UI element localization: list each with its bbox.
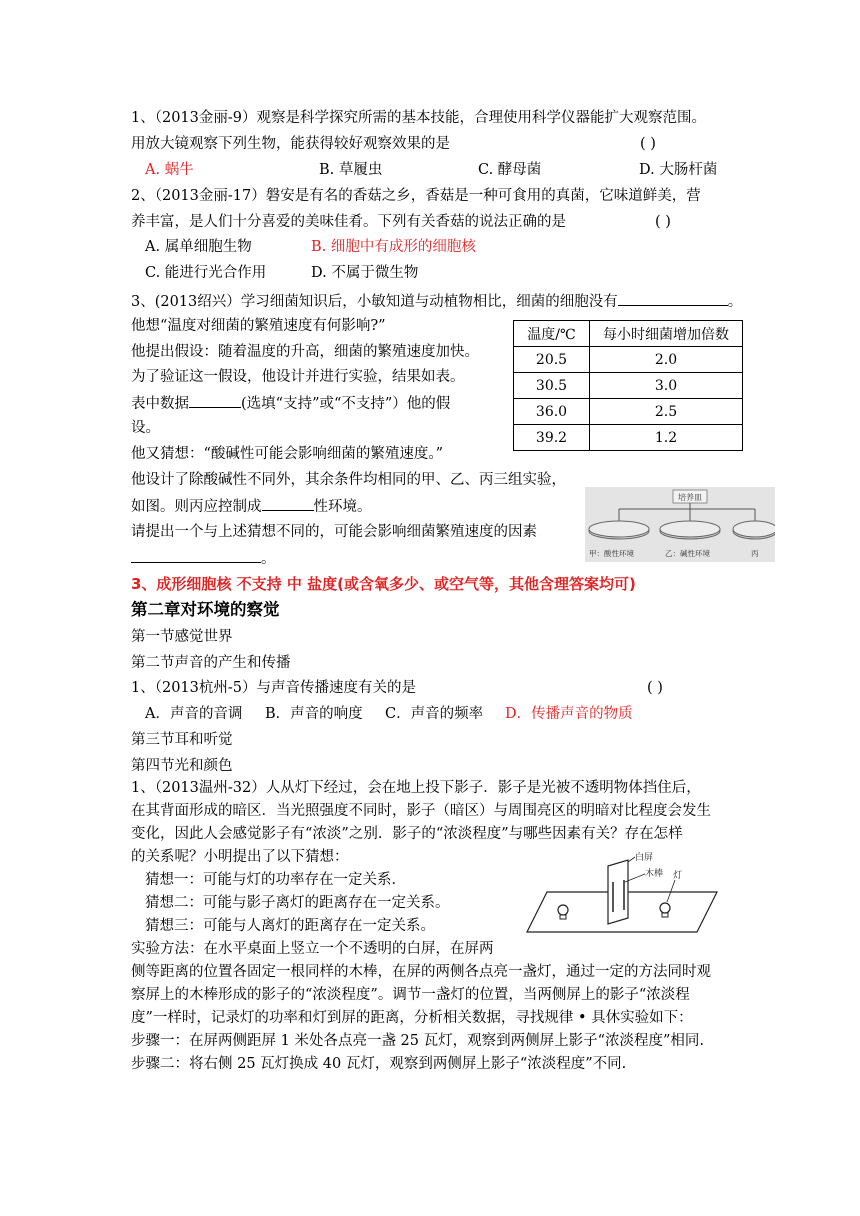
q2-stem-line2: 养丰富，是人们十分喜爱的美味佳肴。下列有关香菇的说法正确的是 xyxy=(131,214,566,230)
q2-option-c: C. 能进行光合作用 xyxy=(145,265,267,281)
figure-label-bing: 丙 xyxy=(751,549,759,558)
shadow-experiment-figure xyxy=(525,852,725,940)
q3-line10: 请提出一个与上述猜想不同的，可能会影响细菌繁殖速度的因素 xyxy=(131,524,537,540)
q3-line11 xyxy=(131,548,276,569)
q3-blank-3 xyxy=(262,496,314,511)
q1-option-d: D. 大肠杆菌 xyxy=(639,162,718,178)
q1-stem-line1: 1、（2013金丽-9）观察是科学探究所需的基本技能，合理使用科学仪器能扩大观察范围。 xyxy=(131,110,706,126)
guess-2: 猜想二：可能与影子离灯的距离存在一定关系。 xyxy=(145,895,450,911)
c2-q1-option-d: D．传播声音的物质 xyxy=(505,706,633,722)
table-cell: 20.5 xyxy=(514,347,590,373)
q1-option-b: B. 草履虫 xyxy=(319,162,383,178)
q2-option-b: B. 细胞中有成形的细胞核 xyxy=(311,239,476,255)
q3-blank-1 xyxy=(618,291,728,306)
c2-q1-option-c: C．声音的频率 xyxy=(385,706,484,722)
q2-option-d: D. 不属于微生物 xyxy=(311,265,419,281)
q2-answer-paren: ( ) xyxy=(655,214,671,230)
q3-line2: 他想“温度对细菌的繁殖速度有何影响?” xyxy=(131,318,386,334)
temperature-bacteria-table xyxy=(513,320,743,451)
petri-dish-figure xyxy=(585,487,775,562)
method-line1: 实验方法：在水平桌面上竖立一个不透明的白屏，在屏两 xyxy=(131,941,494,957)
table-header-row xyxy=(514,321,743,347)
q3-line9a: 如图。则丙应控制成 xyxy=(131,499,262,515)
c2-p-line1: 1、（2013温州-32）人从灯下经过，会在地上投下影子．影子是光被不透明物体挡住后， xyxy=(131,780,701,796)
q2-stem-line1: 2、（2013金丽-17）磐安是有名的香菇之乡，香菇是一种可食用的真菌，它味道鲜美，营 xyxy=(131,188,701,204)
chapter-title: 第二章对环境的察觉 xyxy=(131,600,280,619)
q1-option-c: C. 酵母菌 xyxy=(478,162,542,178)
section-title-4: 第四节光和颜色 xyxy=(131,758,233,774)
q3-line9b: 性环境。 xyxy=(313,499,372,515)
table-header-cell: 温度/℃ xyxy=(514,321,590,347)
q3-line1-text: 3、(2013绍兴）学习细菌知识后，小敏知道与动植物相比，细菌的细胞没有 xyxy=(131,294,618,310)
q3-line4: 为了验证这一假设，他设计并进行实验，结果如表。 xyxy=(131,369,465,385)
c2-q1-stem: 1、（2013杭州-5）与声音传播速度有关的是 xyxy=(131,680,416,696)
q3-line5 xyxy=(131,393,450,414)
q2-option-a: A. 属单细胞生物 xyxy=(145,239,252,255)
q3-line1-end: 。 xyxy=(727,294,743,310)
figure-title-label: 培养皿 xyxy=(678,493,702,502)
q3-line7: 他又猜想：“酸碱性可能会影响细菌的繁殖速度。” xyxy=(131,446,444,462)
figure-label-yi: 乙：碱性环境 xyxy=(665,549,710,558)
q3-blank-2 xyxy=(189,393,241,408)
guess-1: 猜想一：可能与灯的功率存在一定关系． xyxy=(145,872,406,888)
q3-line6: 设。 xyxy=(131,420,160,436)
q3-line11-end: 。 xyxy=(261,551,276,567)
petri-dish-icon xyxy=(733,521,775,539)
section-title-2: 第二节声音的产生和传播 xyxy=(131,655,291,671)
q3-line8: 他设计了除酸碱性不同外，其余条件均相同的甲、乙、丙三组实验， xyxy=(131,472,566,488)
method-line3: 察屏上的木棒形成的影子的“浓淡程度”。调节一盏灯的位置，当两侧屏上的影子“浓淡程 xyxy=(131,987,690,1003)
guess-3: 猜想三：可能与人离灯的距离存在一定关系。 xyxy=(145,918,435,934)
q1-option-a: A. 蜗牛 xyxy=(145,162,194,178)
c2-p-line2: 在其背面形成的暗区．当光照强度不同时，影子（暗区）与周围亮区的明暗对比程度会发生 xyxy=(131,803,711,819)
table-row xyxy=(514,425,743,451)
table-row xyxy=(514,373,743,399)
figure-label-jia: 甲：酸性环境 xyxy=(589,549,634,558)
step-1: 步骤一：在屏两侧距屏 1 米处各点亮一盏 25 瓦灯，观察到两侧屏上影子“浓淡程度”相同. xyxy=(131,1033,705,1049)
method-line4: 度”一样时，记录灯的功率和灯到屏的距离，分析相关数据，寻找规律 • 具休实验如下： xyxy=(131,1010,693,1026)
table-row xyxy=(514,347,743,373)
table-cell: 2.0 xyxy=(590,347,743,373)
table-cell: 2.5 xyxy=(590,399,743,425)
section-title-1: 第一节感觉世界 xyxy=(131,629,233,645)
table-cell: 1.2 xyxy=(590,425,743,451)
q1-stem-line2: 用放大镜观察下列生物，能获得较好观察效果的是 xyxy=(131,136,450,152)
table-row xyxy=(514,399,743,425)
q3-line3: 他提出假设：随着温度的升高，细菌的繁殖速度加快。 xyxy=(131,344,479,360)
c2-p-line3: 变化，因此人会感觉影子有“浓淡”之别．影子的“浓淡程度”与哪些因素有关？存在怎样 xyxy=(131,826,683,842)
c2-p-line4: 的关系呢？小明提出了以下猜想： xyxy=(131,849,349,865)
q1-answer-paren: ( ) xyxy=(640,136,656,152)
table-cell: 39.2 xyxy=(514,425,590,451)
table-cell: 3.0 xyxy=(590,373,743,399)
q3-stem-line1 xyxy=(131,291,742,312)
q3-line5b: (选填“支持”或“不支持”）他的假 xyxy=(241,396,451,412)
petri-dish-icon xyxy=(660,521,720,539)
figure-label-stick: 木棒 xyxy=(645,869,664,879)
figure-label-lamp: 灯 xyxy=(673,871,683,881)
c2-q1-option-a: A．声音的音调 xyxy=(145,706,243,722)
table-cell: 36.0 xyxy=(514,399,590,425)
lamp-icon xyxy=(660,903,670,917)
q3-line9 xyxy=(131,496,372,517)
table-cell: 30.5 xyxy=(514,373,590,399)
c2-q1-paren: ( ) xyxy=(647,680,663,696)
q3-line5a: 表中数据 xyxy=(131,396,189,412)
figure-label-screen: 白屏 xyxy=(635,853,654,863)
step-2: 步骤二：将右侧 25 瓦灯换成 40 瓦灯，观察到两侧屏上影子“浓淡程度”不同. xyxy=(131,1056,627,1072)
section-title-3: 第三节耳和听觉 xyxy=(131,732,233,748)
c2-q1-option-b: B．声音的响度 xyxy=(265,706,363,722)
lamp-icon xyxy=(558,905,568,919)
q3-blank-4 xyxy=(131,548,261,563)
table-header-cell: 每小时细菌增加倍数 xyxy=(590,321,743,347)
q3-answer: 3、成形细胞核 不支持 中 盐度(或含氧多少、或空气等，其他含理答案均可) xyxy=(131,575,636,593)
petri-dish-icon xyxy=(589,521,649,539)
method-line2: 侧等距离的位置各固定一根同样的木棒，在屏的两侧各点亮一盏灯，通过一定的方法同时观 xyxy=(131,964,711,980)
